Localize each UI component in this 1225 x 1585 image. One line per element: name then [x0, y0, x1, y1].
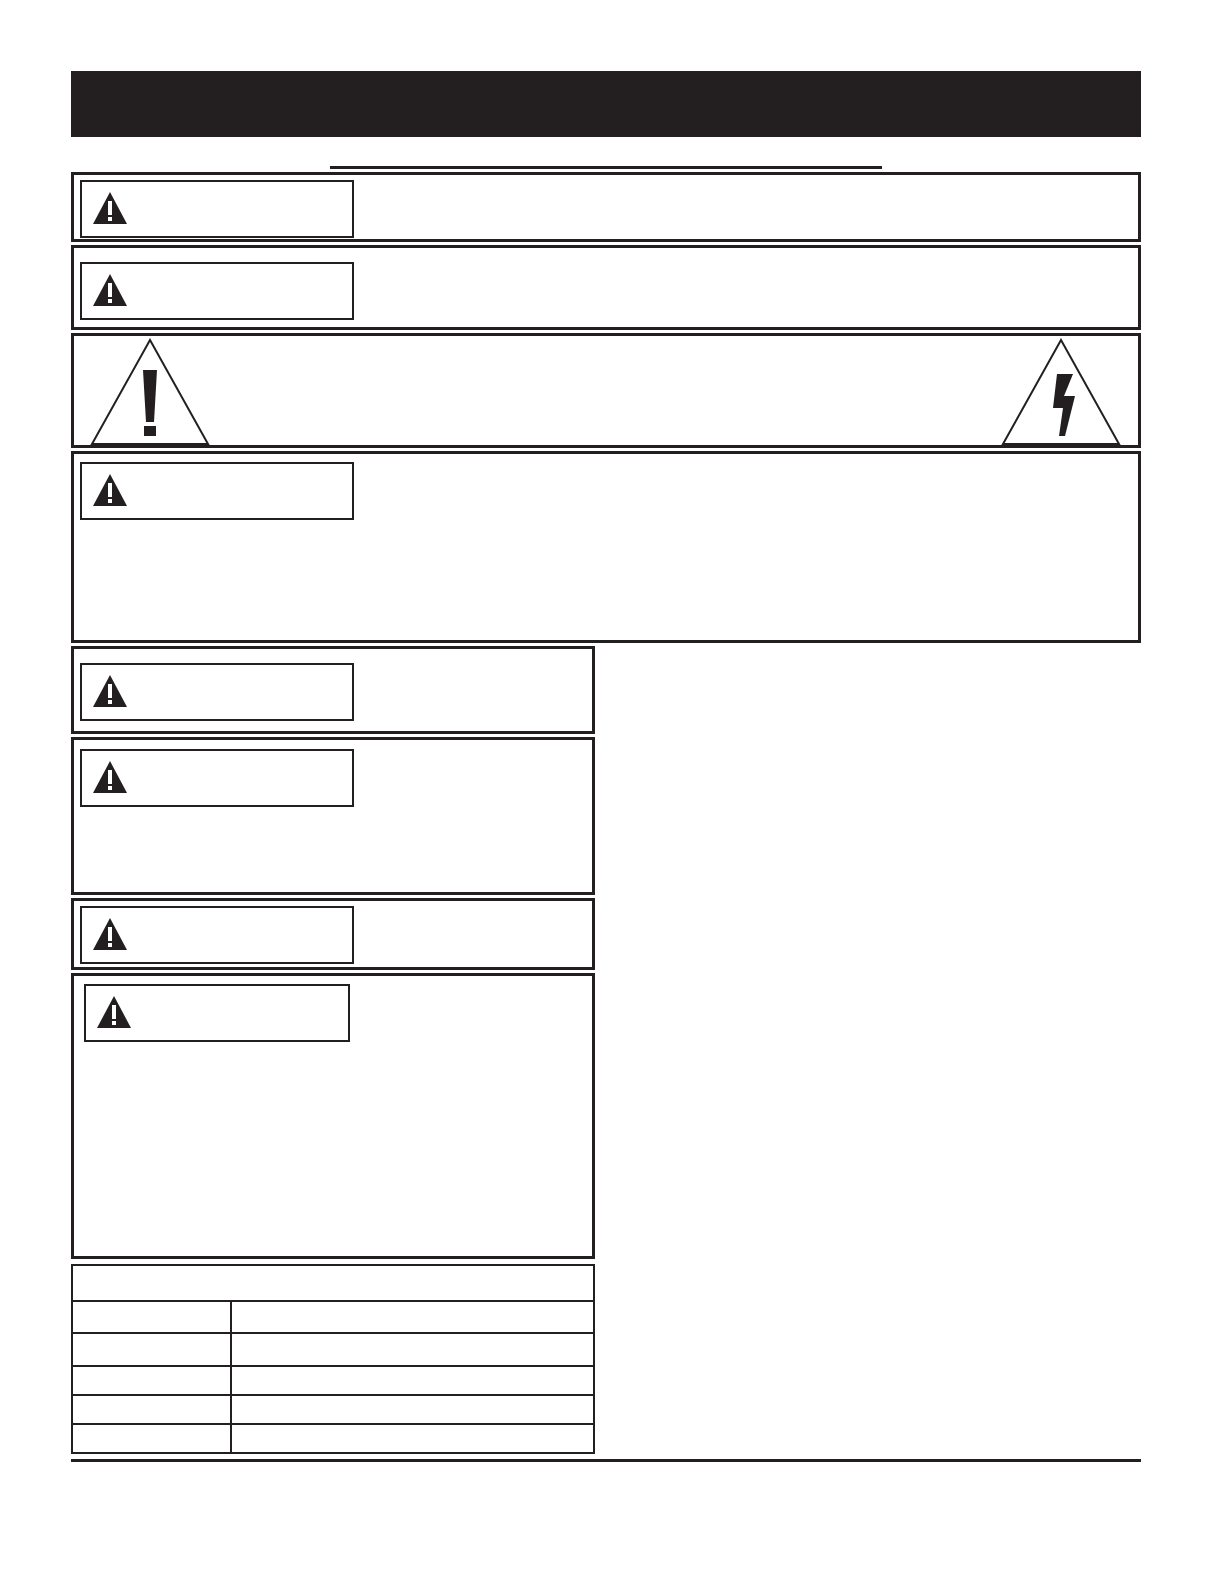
section-title-underline — [330, 166, 882, 169]
section-title — [330, 140, 882, 164]
alert-triangle-icon — [92, 191, 128, 225]
notice-box-6 — [71, 898, 595, 970]
signal-word-box — [80, 262, 354, 320]
symbol-banner — [71, 333, 1141, 448]
alert-triangle-icon — [92, 760, 128, 794]
notice-box-1 — [71, 172, 1141, 242]
alert-triangle-icon — [92, 674, 128, 708]
signal-word-box — [80, 462, 354, 520]
spec-table — [71, 1264, 595, 1454]
notice-box-7 — [71, 973, 595, 1259]
notice-box-4 — [71, 646, 595, 734]
notice-box-2 — [71, 245, 1141, 330]
table-divider — [73, 1365, 593, 1367]
table-divider — [73, 1423, 593, 1425]
signal-word-box — [80, 749, 354, 807]
table-column-divider — [230, 1302, 232, 1452]
signal-word-box — [80, 663, 354, 721]
notice-box-3 — [71, 451, 1141, 643]
table-divider — [73, 1394, 593, 1396]
large-exclamation-triangle-icon — [90, 338, 210, 446]
alert-triangle-icon — [96, 995, 132, 1029]
table-divider — [73, 1332, 593, 1334]
alert-triangle-icon — [92, 917, 128, 951]
notice-box-5 — [71, 737, 595, 895]
header-bar — [71, 71, 1141, 137]
alert-triangle-icon — [92, 473, 128, 507]
signal-word-box — [84, 984, 350, 1042]
electric-shock-triangle-icon — [1001, 338, 1121, 446]
table-divider — [73, 1300, 593, 1302]
signal-word-box — [80, 180, 354, 238]
signal-word-box — [80, 906, 354, 964]
footer-rule — [71, 1459, 1141, 1462]
alert-triangle-icon — [92, 273, 128, 307]
